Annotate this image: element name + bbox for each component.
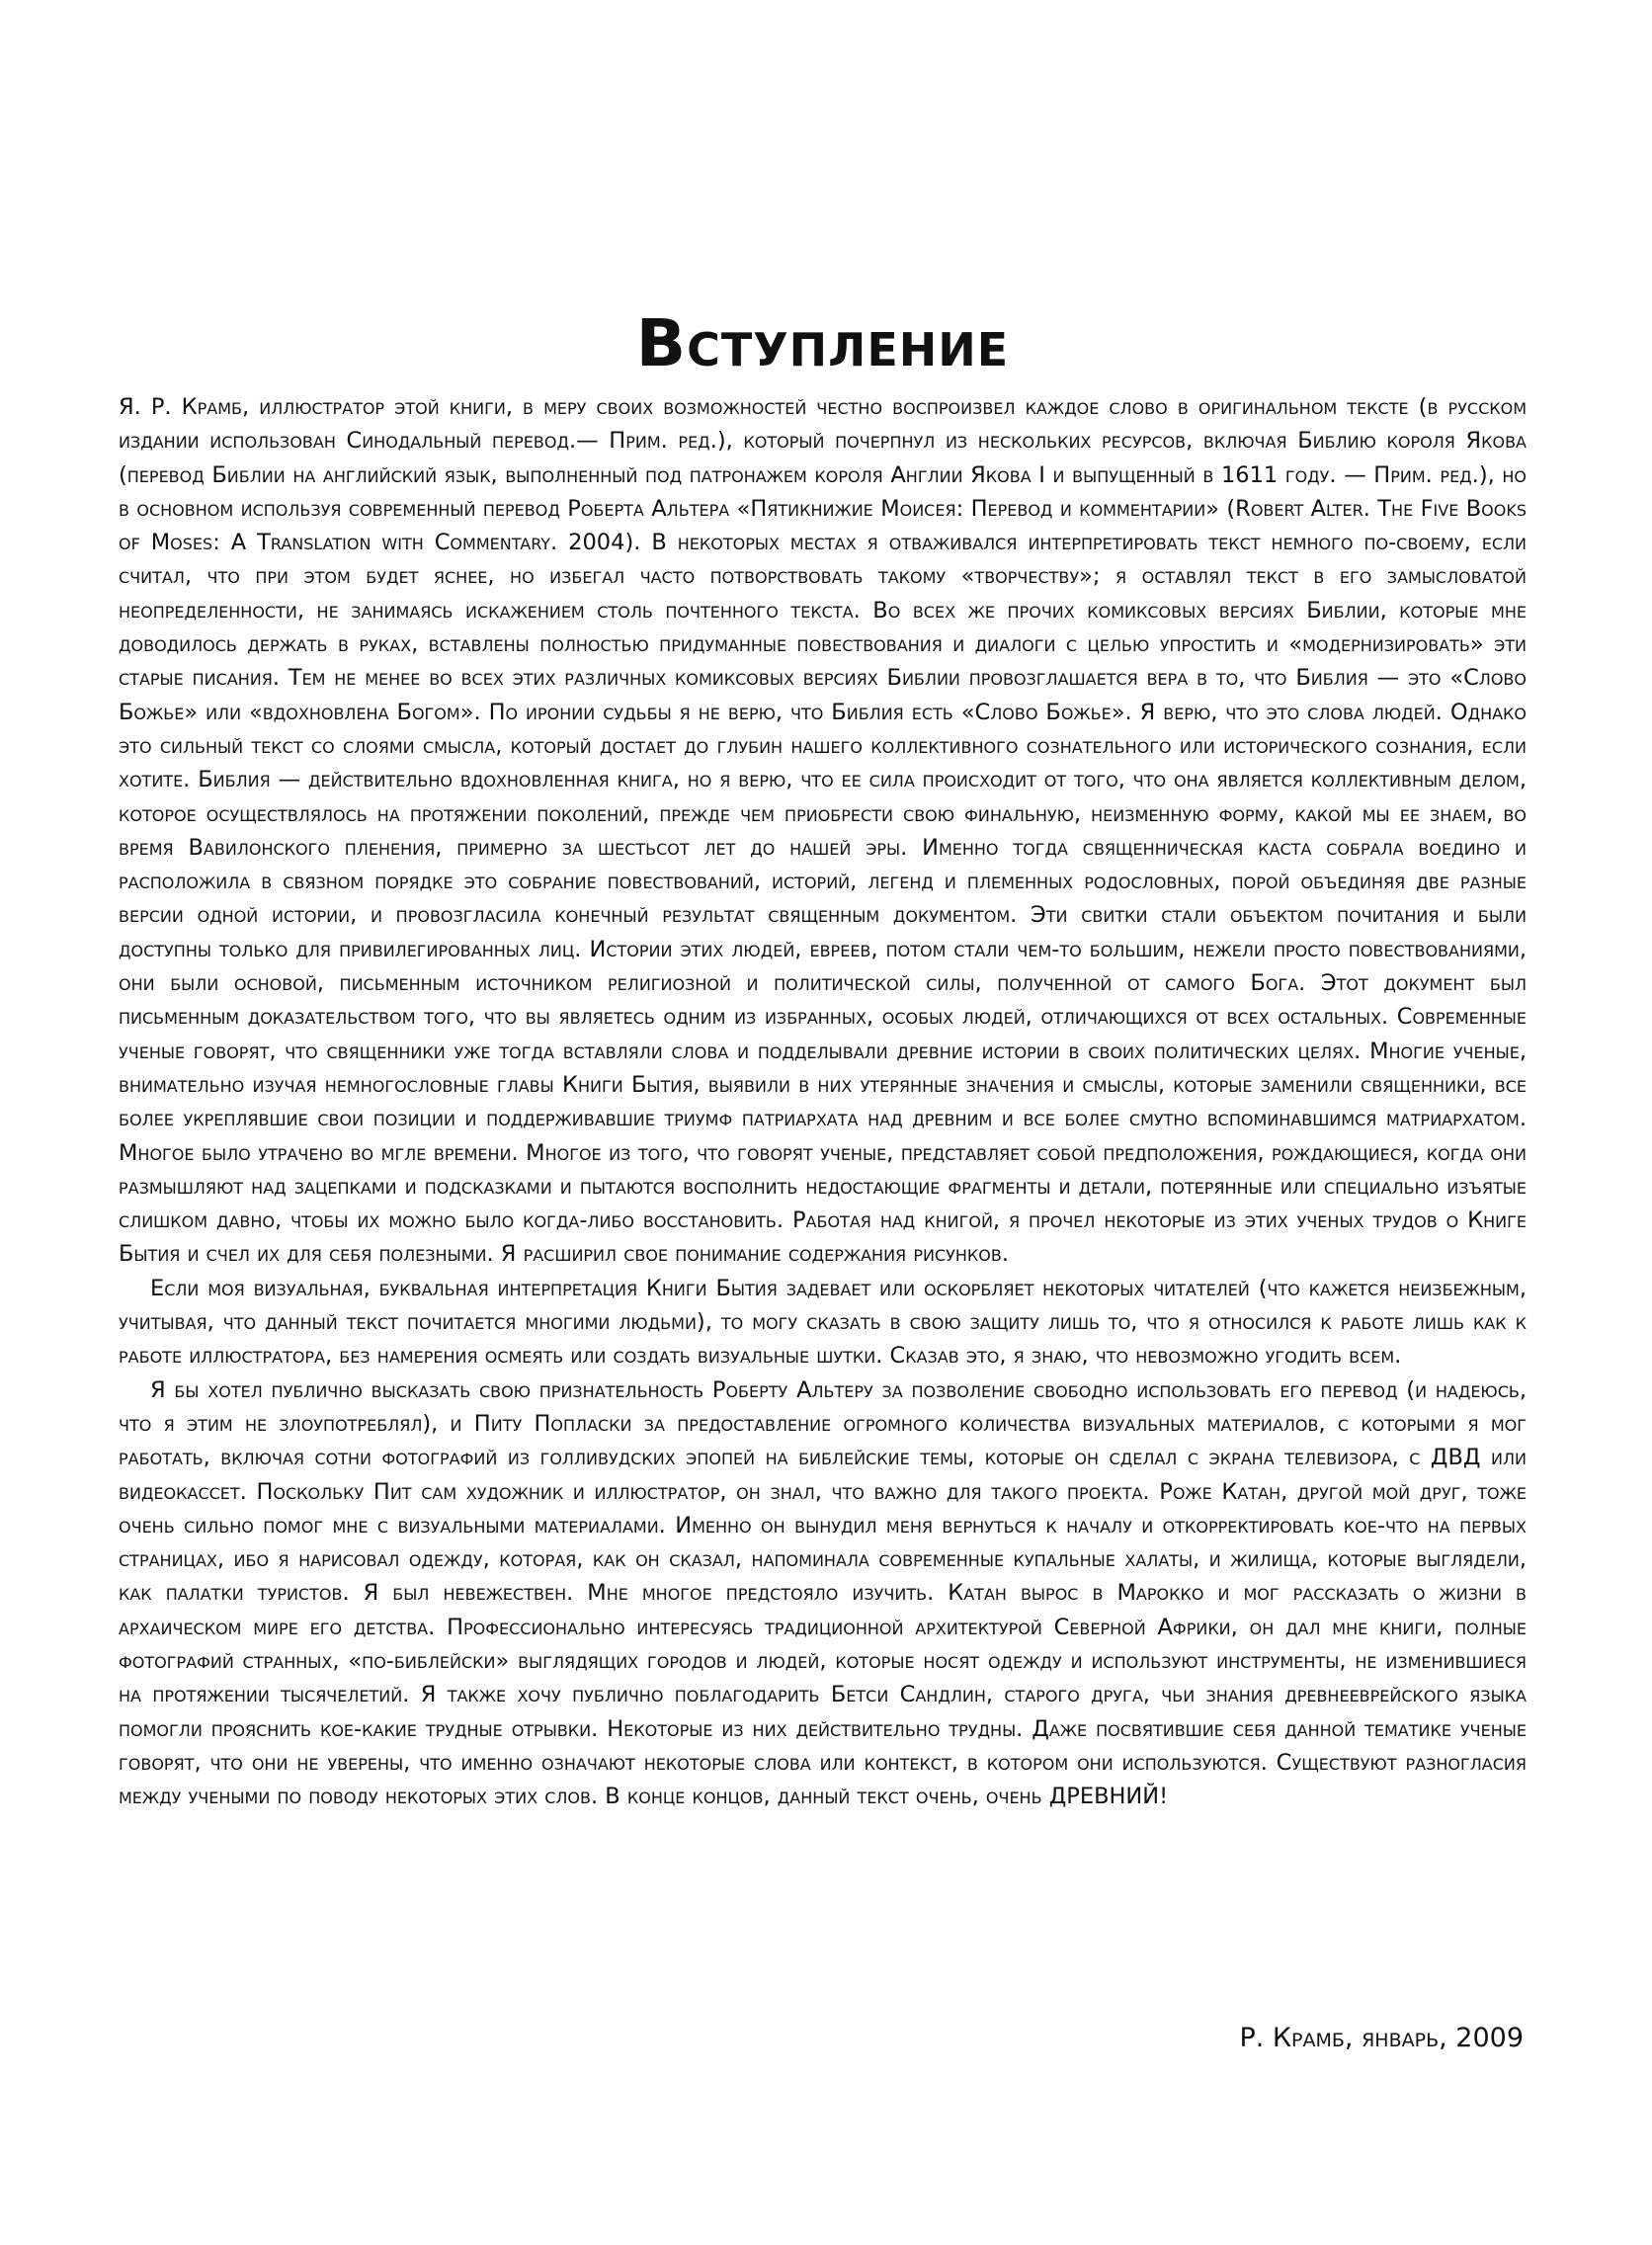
paragraph-1: Я. Р. Крамб, иллюстратор этой книги, в меру своих возможностей честно воспроизвел каждое слово в оригинальном тексте (в русском издании использован Синодальный перевод.— Прим. ред.), который почерпнул из нескольких ресурсов, включая Библию короля Якова (перевод Библии на английский язык, выполненный под патронажем короля Англии Якова I и выпущенный в 1611 году. — Прим. ред.), но в основном используя современный перевод Роберта Альтера «Пятикнижие Моисея: Перевод и комментарии» (Robert Alter. The Five Books of Moses: A Translation with Commentary. 2004). В некоторых местах я отваживался интерпретировать текст немного по-своему, если считал, что при этом будет яснее, но избегал часто потворствовать такому «творчеству»; я оставлял текст в его замысловатой неопределенности, не занимаясь искажением столь почтенного текста. Во всех же прочих комиксовых версиях Библии, которые мне доводилось держать в руках, вставлены полностью придуманные повествования и диалоги с целью упростить и «модернизировать» эти старые писания. Тем не менее во всех этих различных комиксовых версиях Библии провозглашается вера в то, что Библия — это «Слово Божье» или «вдохновлена Богом». По иронии судьбы я не верю, что Библия есть «Слово Божье». Я верю, что это слова людей. Однако это сильный текст со слоями смысла, который достает до глубин нашего коллективного сознательного или исторического сознания, если хотите. Библия — действительно вдохновленная книга, но я верю, что ее сила происходит от того, что она является коллективным делом, которое осуществлялось на протяжении поколений, прежде чем приобрести свою финальную, неизменную форму, какой мы ее знаем, во время Вавилонского пленения, примерно за шестьсот лет до нашей эры. Именно тогда священническая каста собрала воедино и расположила в связном порядке это собрание повествований, историй, легенд и племенных родословных, порой объединяя две разные версии одной истории, и провозгласила конечный результат священным документом. Эти свитки стали объектом почитания и были доступны только для привилегированных лиц. Истории этих людей, евреев, потом стали чем-то большим, нежели просто повествованиями, они были основой, письменным источником религиозной и политической силы, полученной от самого Бога. Этот документ был письменным доказательством того, что вы являетесь одним из избранных, особых людей, отличающихся от всех остальных. Современные ученые говорят, что священники уже тогда вставляли слова и подделывали древние истории в своих политических целях. Многие ученые, внимательно изучая немногословные главы Книги Бытия, выявили в них утерянные значения и смыслы, которые заменили священники, все более укреплявшие свои позиции и поддерживавшие триумф патриархата над древним и все более смутно вспоминавшимся матриархатом. Многое было утрачено во мгле времени. Многое из того, что говорят ученые, представляет собой предположения, рождающиеся, когда они размышляют над зацепками и подсказками и пытаются восполнить недостающие фрагменты и детали, потерянные или специально изъятые слишком давно, чтобы их можно было когда-либо восстановить. Работая над книгой, я прочел некоторые из этих ученых трудов о Книге Бытия и счел их для себя полезными. Я расширил свое понимание содержания рисунков. — [119, 394, 1527, 1268]
body-text — [119, 390, 1527, 1813]
paragraph-2: Если моя визуальная, буквальная интерпретация Книги Бытия задевает или оскорбляет некоторых читателей (что кажется неизбежным, учитывая, что данный текст почитается многими людьми), то могу сказать в свою защиту лишь то, что я относился к работе лишь как к работе иллюстратора, без намерения осмеять или создать визуальные шутки. Сказав это, я знаю, что невозможно угодить всем. — [119, 1275, 1527, 1370]
author-signature: Р. Крамб, январь, 2009 — [1239, 2023, 1524, 2053]
page-title: Вступление — [635, 305, 1010, 381]
document-page — [119, 305, 1527, 1813]
paragraph-3: Я бы хотел публично высказать свою признательность Роберту Альтеру за позволение свободно использовать его перевод (и надеюсь, что я этим не злоупотреблял), и Питу Попласки за предоставление огромного количества визуальных материалов, с которыми я мог работать, включая сотни фотографий из голливудских эпопей на библейские темы, которые он сделал с экрана телевизора, с ДВД или видеокассет. Поскольку Пит сам художник и иллюстратор, он знал, что важно для такого проекта. Роже Катан, другой мой друг, тоже очень сильно помог мне с визуальными материалами. Именно он вынудил меня вернуться к началу и откорректировать кое-что на первых страницах, ибо я нарисовал одежду, которая, как он сказал, напоминала современные купальные халаты, и жилища, которые выглядели, как палатки туристов. Я был невежествен. Мне многое предстояло изучить. Катан вырос в Марокко и мог рассказать о жизни в архаическом мире его детства. Профессионально интересуясь традиционной архитектурой Северной Африки, он дал мне книги, полные фотографий странных, «по-библейски» выглядящих городов и людей, которые носят одежду и используют инструменты, не изменившиеся на протяжении тысячелетий. Я также хочу публично поблагодарить Бетси Сандлин, старого друга, чьи знания древнееврейского языка помогли прояснить кое-какие трудные отрывки. Некоторые из них действительно трудны. Даже посвятившие себя данной тематике ученые говорят, что они не уверены, что именно означают некоторые слова или контекст, в котором они используются. Существуют разногласия между учеными по поводу некоторых этих слов. В конце концов, данный текст очень, очень ДРЕВНИЙ! — [119, 1376, 1527, 1810]
